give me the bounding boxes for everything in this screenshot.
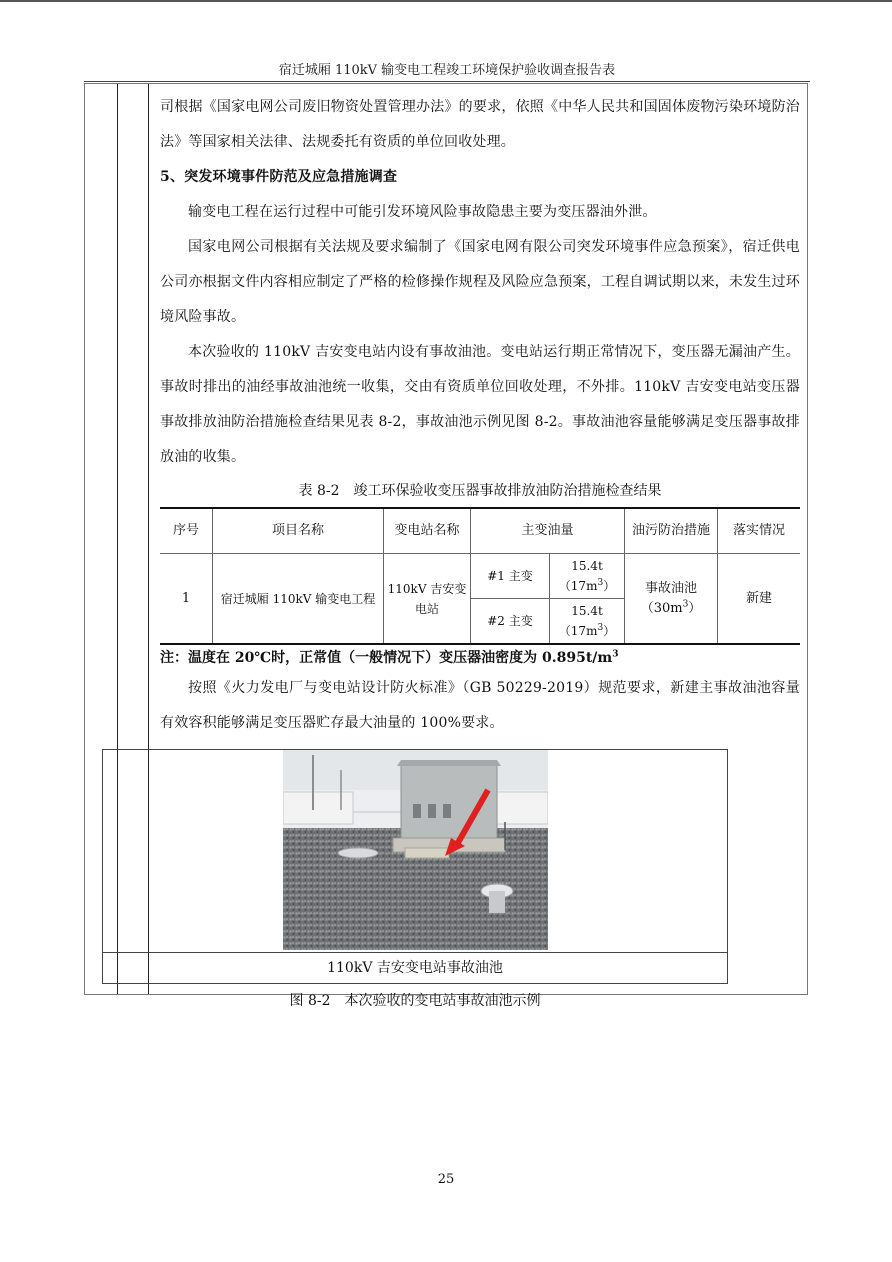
table-note: 注：温度在 20℃时，正常值（一般情况下）变压器油密度为 $0.895t/m^3$ (160, 649, 619, 666)
oil-pit-photo (283, 750, 548, 950)
oil-check-table (160, 507, 800, 645)
table-row (160, 554, 800, 599)
paragraph: 输变电工程在运行过程中可能引发环境风险事故隐患主要为变压器油外泄。 (188, 204, 657, 220)
cell-station: 110kV 吉安变电站 (384, 554, 471, 645)
cell-oil-1: $15.4t(17m^3)$ (550, 554, 625, 599)
header-measure: 油污防治措施 (625, 508, 718, 554)
cell-measure: 事故油池 $(30m^3)$ (625, 554, 718, 645)
header-status: 落实情况 (718, 508, 801, 554)
figure-inner-caption: 110kV 吉安变电站事故油池 (103, 952, 727, 984)
paragraph-continuation: 司根据《国家电网公司废旧物资处置管理办法》的要求，依照《中华人民共和国固体废物污染环境防治法》等国家相关法律、法规委托有资质的单位回收处理。 (160, 99, 800, 150)
top-rule (0, 0, 892, 2)
header-project: 项目名称 (213, 508, 384, 554)
header-station: 变电站名称 (384, 508, 471, 554)
report-frame (84, 83, 808, 1009)
cell-transformer-2: #2 主变 (471, 599, 550, 645)
report-content (160, 90, 800, 1018)
figure-caption: 图 8-2 本次验收的变电站事故油池示例 (289, 993, 541, 1009)
table-title: 表 8-2 竣工环保验收变压器事故排放油防治措施检查结果 (298, 483, 662, 499)
cell-project: 宿迁城厢 110kV 输变电工程 (213, 554, 384, 645)
cell-status: 新建 (718, 554, 801, 645)
figure-box (102, 749, 728, 984)
cell-oil-2: $15.4t(17m^3)$ (550, 599, 625, 645)
page-header: 宿迁城厢 110kV 输变电工程竣工环境保护验收调查报告表 (278, 63, 616, 78)
section-title: 5、突发环境事件防范及应急措施调查 (160, 169, 398, 185)
paragraph: 国家电网公司根据有关法规及要求编制了《国家电网有限公司突发环境事件应急预案》，宿迁供电公司亦根据文件内容相应制定了严格的检修操作规程及风险应急预案，工程自调试期以来，未发生过环境风险事故。 (160, 239, 800, 325)
paragraph: 按照《火力发电厂与变电站设计防火标准》（GB 50229-2019）规范要求，新建主事故油池容量有效容积能够满足变压器贮存最大油量的 100%要求。 (160, 680, 800, 731)
header-seq: 序号 (160, 508, 213, 554)
page-number: 25 (437, 1172, 455, 1187)
table-header-row (160, 508, 800, 554)
header-oil: 主变油量 (471, 508, 625, 554)
cell-seq: 1 (160, 554, 213, 645)
header-rule (84, 81, 810, 82)
paragraph: 本次验收的 110kV 吉安变电站内设有事故油池。变电站运行期正常情况下，变压器无漏油产生。事故时排出的油经事故油池统一收集，交由有资质单位回收处理，不外排。110kV 吉安变电站变压器事故排放油防治措施检查结果见表 8-2，事故油池示例见图 8-2。事故油池容量能够满足变压器事故排放油的收集。 (160, 344, 800, 465)
cell-transformer-1: #1 主变 (471, 554, 550, 599)
